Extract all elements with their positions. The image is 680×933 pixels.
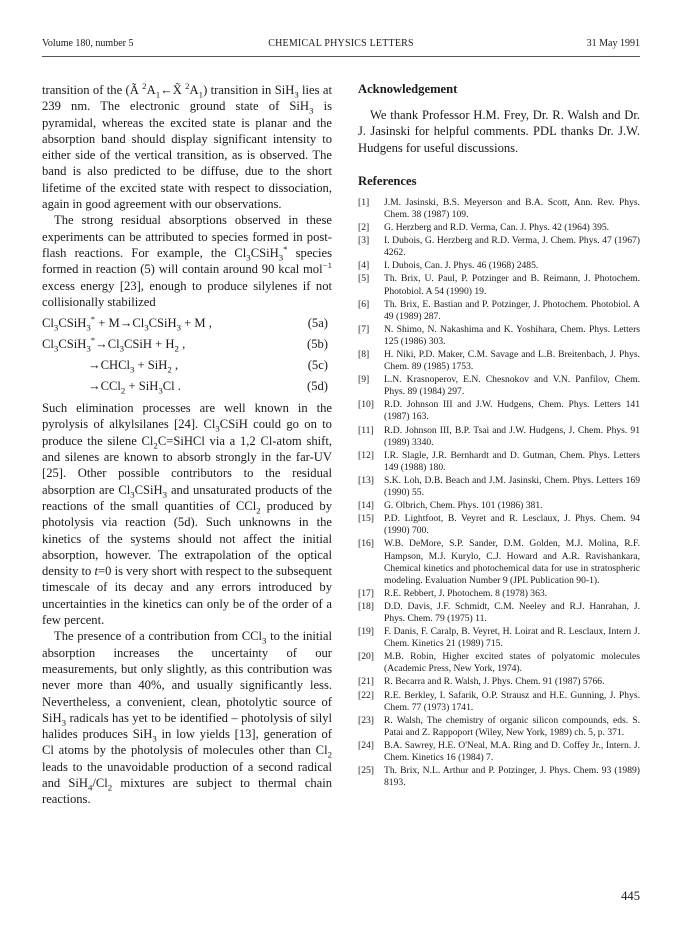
references-heading: References [358, 173, 417, 188]
reference-text: B.A. Sawrey, H.E. O'Neal, M.A. Ring and D. Coffey Jr., Intern. J. Chem. Kinetics 16 (1984) 7. [384, 739, 640, 764]
reference-item [358, 349, 640, 373]
reference-item [358, 626, 640, 650]
reference-number: [24] [358, 739, 374, 751]
reference-text: R.E. Rebbert, J. Photochem. 8 (1978) 363. [384, 587, 548, 599]
equation-number: (5b) [307, 337, 328, 352]
reference-text: R.D. Johnson III, B.P. Tsai and J.W. Hudgens, J. Chem. Phys. 91 (1989) 3340. [384, 424, 640, 448]
reference-text: Th. Brix, U. Paul, P. Potzinger and B. Reimann, J. Photochem. Photobiol. A 54 (1990) 19. [384, 273, 640, 297]
reference-number: [15] [358, 513, 374, 525]
reference-number: [20] [358, 651, 374, 663]
reference-text: R. Becarra and R. Walsh, J. Phys. Chem. 91 (1987) 5766. [384, 676, 605, 688]
reference-item [358, 715, 640, 739]
equation-expression: $Cl_3CSiH_3^*\to Cl_3CSiH + H_2$ , [42, 334, 186, 354]
issue-date: 31 May 1991 [586, 38, 640, 49]
reference-item [358, 260, 640, 272]
reference-text: S.K. Loh, D.B. Beach and J.M. Jasinski, Chem. Phys. Letters 169 (1990) 55. [384, 474, 640, 499]
acknowledgement-heading: Acknowledgement [358, 82, 458, 96]
reference-text: M.B. Robin, Higher excited states of polyatomic molecules (Academic Press, New York, 1974). [384, 651, 640, 675]
equation-expression: →CCl$_2$ + SiH$_3$Cl . [88, 379, 181, 396]
header-rule [42, 56, 640, 57]
reference-item [358, 324, 640, 348]
equation-block [42, 312, 332, 396]
reference-number: [8] [358, 349, 370, 361]
reference-item [358, 651, 640, 675]
reference-number: [10] [358, 399, 374, 411]
reference-item [358, 425, 640, 449]
reference-item [358, 765, 640, 789]
reference-number: [12] [358, 449, 374, 461]
reference-item [358, 475, 640, 499]
reference-text: I. Dubois, G. Herzberg and R.D. Verma, J. Chem. Phys. 47 (1967) 4262. [384, 235, 640, 259]
reference-number: [4] [358, 260, 370, 272]
equation-5d [42, 375, 332, 396]
equation-5c [42, 354, 332, 375]
equation-number: (5a) [307, 316, 328, 331]
reference-item [358, 235, 640, 259]
reference-text: R.D. Johnson III and J.W. Hudgens, Chem. Phys. Letters 141 (1987) 163. [384, 399, 640, 423]
reference-item [358, 513, 640, 537]
reference-item [358, 197, 640, 221]
reference-text: P.D. Lightfoot, B. Veyret and R. Lesclaux, J. Phys. Chem. 94 (1990) 700. [384, 513, 640, 537]
reference-number: [16] [358, 538, 374, 550]
equation-5a [42, 312, 332, 333]
reference-item [358, 299, 640, 323]
reference-item [358, 374, 640, 398]
paragraph-4: The presence of a contribution from CCl$_3$ to the initial absorption increases the uncertainty of our measurements, but only slightly, as this contribution was never more than 40%, and usually significantly less. Nevertheless, a convenient, clean, photolytic source of SiH$_3$ radicals has yet to be identified – photolysis of silyl halides produces SiH$_3$ in low yields [13], generation of Cl atoms by the photolysis of molecules other than $Cl_2$ leads to the unavoidable production of a second radical and $SiH_4/Cl_2$ mixtures are subject to thermal chain reactions. [42, 629, 332, 807]
reference-number: [18] [358, 600, 374, 612]
reference-number: [11] [358, 424, 374, 436]
reference-item [358, 500, 640, 512]
reference-item [358, 222, 640, 234]
reference-text: W.B. DeMore, S.P. Sander, D.M. Golden, M.J. Molina, R.F. Hampson, M.J. Kurylo, C.J. Howard and A.R. Ravishankara, Chemical kinetics and photochemical data for use in stratospheric modeling. Evaluation Number 9 (JPL Publication 90-1). [384, 538, 640, 586]
paragraph-2: The strong residual absorptions observed in these experiments can be attributed to species formed in post-flash reactions. For example, the $Cl_3CSiH_3^*$ species formed in reaction (5) will contain around 90 kcal mol$^{-1}$ excess energy [23], enough to produce silylenes if not collisionally stabilized [42, 213, 333, 309]
reference-text: G. Herzberg and R.D. Verma, Can. J. Phys. 42 (1964) 395. [384, 222, 610, 234]
reference-text: Th. Brix, E. Bastian and P. Potzinger, J. Photochem. Photobiol. A 49 (1989) 287. [384, 298, 640, 322]
reference-number: [5] [358, 273, 370, 285]
reference-text: J.M. Jasinski, B.S. Meyerson and B.A. Scott, Ann. Rev. Phys. Chem. 38 (1987) 109. [384, 196, 640, 220]
reference-item [358, 399, 640, 423]
reference-number: [25] [358, 765, 374, 777]
paragraph-1: transition of the (Ã $^2A_1\leftarrow X̃$ $^2A_1$) transition in SiH$_3$ lies at 239 nm. The electronic ground state of SiH$_3$ is pyramidal, whereas the excited state is planar and the absorption band should display significant intensity to either side of the vertical transition, as is observed. The band is also predicted to be diffuse, due to the short lifetime of the excited state with respect to dissociation, again in good agreement with our observations. [42, 80, 332, 212]
reference-number: [9] [358, 374, 370, 386]
reference-number: [19] [358, 626, 374, 638]
reference-text: I. Dubois, Can. J. Phys. 46 (1968) 2485. [384, 260, 539, 272]
journal-volume: Volume 180, number 5 [42, 38, 134, 49]
paragraph-3: Such elimination processes are well known in the pyrolysis of alkylsilanes [24]. $Cl_3CSiH$ could go on to produce the silene $Cl_2C=SiHCl$ via a 1,2 Cl-atom shift, and silenes are known to absorb strongly in the far-UV [25]. Other possible contributors to the residual absorption are $Cl_3CSiH_3$ and unsaturated products of the reactions of the small quantities of CCl$_2$ produced by photolysis via reaction (5d). Such unknowns in the kinetics of the systems should not affect the initial absorption, however. The extrapolation of the optical density to t=0 is very short with respect to the subsequent timescale of its decay and any errors introduced by uncertainties in the kinetics can only be of the order of a few percent. [42, 401, 333, 628]
reference-number: [6] [358, 298, 370, 310]
left-column [42, 82, 332, 808]
references-list [358, 197, 640, 789]
equation-expression: →CHCl$_3$ + SiH$_2$ , [88, 358, 179, 375]
reference-number: [2] [358, 222, 370, 234]
equation-5b [42, 333, 332, 354]
equation-number: (5c) [307, 358, 328, 373]
reference-number: [14] [358, 500, 374, 512]
reference-text: G. Olbrich, Chem. Phys. 101 (1986) 381. [384, 500, 543, 512]
reference-text: L.N. Krasnoperov, E.N. Chesnokov and V.N. Panfilov, Chem. Phys. 89 (1984) 297. [384, 374, 640, 398]
reference-text: N. Shimo, N. Nakashima and K. Yoshihara, Chem. Phys. Letters 125 (1986) 303. [384, 323, 640, 347]
reference-text: R.E. Berkley, I. Safarik, O.P. Strausz and H.E. Gunning, J. Phys. Chem. 77 (1973) 1741. [384, 689, 640, 713]
reference-number: [1] [358, 196, 370, 208]
reference-item [358, 676, 640, 688]
reference-item [358, 740, 640, 764]
reference-text: R. Walsh, The chemistry of organic silicon compounds, eds. S. Patai and Z. Rappoport (Wiley, New York, 1989) ch. 5, p. 371. [384, 714, 640, 738]
running-header [42, 38, 640, 52]
reference-number: [7] [358, 323, 370, 335]
acknowledgement-text: We thank Professor H.M. Frey, Dr. R. Walsh and Dr. J. Jasinski for helpful comments. PDL thanks Dr. J.W. Hudgens for useful discussions. [358, 108, 640, 155]
page-number: 445 [621, 889, 640, 903]
reference-item [358, 273, 640, 297]
equation-number: (5d) [307, 379, 328, 394]
reference-item [358, 588, 640, 600]
reference-item [358, 538, 640, 586]
reference-number: [23] [358, 714, 374, 726]
reference-number: [17] [358, 587, 374, 599]
reference-item [358, 601, 640, 625]
reference-number: [13] [358, 474, 374, 486]
reference-number: [22] [358, 689, 374, 701]
reference-number: [21] [358, 676, 374, 688]
reference-item [358, 450, 640, 474]
reference-text: I.R. Slagle, J.R. Bernhardt and D. Gutman, Chem. Phys. Letters 149 (1988) 180. [384, 449, 640, 473]
reference-text: D.D. Davis, J.F. Schmidt, C.M. Neeley and R.J. Hanrahan, J. Phys. Chem. 79 (1975) 11. [384, 600, 640, 624]
reference-text: F. Danis, F. Caralp, B. Veyret, H. Loirat and R. Lesclaux, Intern J. Chem. Kinetics 21 (1989) 715. [384, 626, 640, 650]
journal-title: CHEMICAL PHYSICS LETTERS [268, 38, 414, 49]
reference-number: [3] [358, 235, 370, 247]
right-column [358, 82, 640, 790]
reference-text: H. Niki, P.D. Maker, C.M. Savage and L.B. Breitenbach, J. Phys. Chem. 89 (1985) 1753. [384, 349, 640, 373]
reference-item [358, 690, 640, 714]
reference-text: Th. Brix, N.L. Arthur and P. Potzinger, J. Phys. Chem. 93 (1989) 8193. [384, 765, 640, 789]
equation-expression: $Cl_3CSiH_3^*$ + $M\to Cl_3CSiH_3 + M$ , [42, 313, 212, 333]
